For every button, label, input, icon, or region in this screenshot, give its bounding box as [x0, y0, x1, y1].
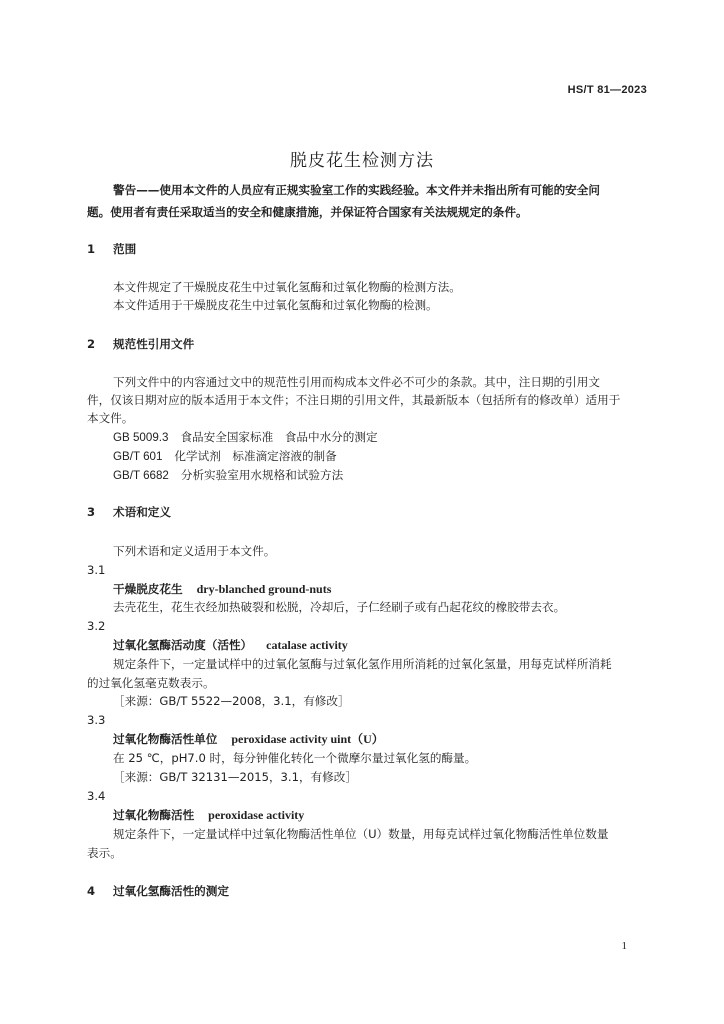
section-number: 1: [87, 242, 96, 256]
term-zh: 过氧化物酶活性单位: [113, 732, 218, 746]
section-number: 2: [87, 337, 96, 351]
reference-code: GB/T 6682: [113, 469, 169, 482]
section-2-line-2: 件，仅该日期对应的版本适用于本文件；不注日期的引用文件，其最新版本（包括所有的修改单）适用于: [87, 393, 621, 407]
term-definition: 去壳花生，花生衣经加热破裂和松脱，冷却后，子仁经刷子或有凸起花纹的橡胶带去衣。: [113, 600, 566, 614]
document-number: HS/T 81—2023: [567, 84, 647, 96]
section-title: 过氧化氢酶活性的测定: [113, 884, 229, 898]
section-title: 术语和定义: [113, 505, 171, 519]
reference-item: [113, 468, 647, 483]
document-title: 脱皮花生检测方法: [290, 151, 434, 171]
term-source: ［来源：GB/T 5522—2008，3.1，有修改］: [113, 694, 350, 708]
term-heading: [113, 638, 647, 652]
term-number: 3.2: [87, 619, 106, 633]
section-title: 规范性引用文件: [113, 337, 195, 351]
section-1-heading: [87, 242, 647, 256]
term-number: 3.4: [87, 789, 106, 803]
term-definition: 规定条件下，一定量试样中的过氧化氢酶与过氧化氢作用所消耗的过氧化氢量，用每克试样所消耗: [113, 657, 612, 671]
term-zh: 过氧化物酶活性: [113, 808, 195, 822]
term-en: peroxidase activity uint（U）: [231, 732, 384, 746]
reference-title: 化学试剂 标准滴定溶液的制备: [174, 449, 337, 463]
term-heading: [113, 732, 647, 746]
term-heading: [113, 808, 647, 822]
term-source: ［来源：GB/T 32131—2015，3.1，有修改］: [113, 770, 357, 784]
term-en: catalase activity: [266, 638, 348, 652]
section-title: 范围: [113, 242, 137, 256]
reference-item: [113, 449, 647, 464]
section-1-paragraph-2: 本文件适用于干燥脱皮花生中过氧化氢酶和过氧化物酶的检测。: [113, 298, 438, 312]
term-definition: 规定条件下，一定量试样中过氧化物酶活性单位（U）数量，用每克试样过氧化物酶活性单位数量: [113, 827, 609, 841]
reference-item: [113, 430, 647, 445]
section-1-paragraph-1: 本文件规定了干燥脱皮花生中过氧化氢酶和过氧化物酶的检测方法。: [113, 280, 461, 294]
section-number: 4: [87, 884, 96, 898]
term-heading: [113, 582, 647, 596]
term-definition-cont: 的过氧化氢毫克数表示。: [87, 676, 215, 690]
section-4-heading: [87, 884, 647, 898]
term-definition: 在 25 ℃，pH7.0 时，每分钟催化转化一个微摩尔量过氧化氢的酶量。: [113, 751, 477, 765]
warning-line-1: 警告——使用本文件的人员应有正规实验室工作的实践经验。本文件并未指出所有可能的安全问: [113, 183, 600, 197]
section-2-line-1: 下列文件中的内容通过文中的规范性引用而构成本文件必不可少的条款。其中，注日期的引用文: [113, 375, 600, 389]
term-definition-cont: 表示。: [87, 846, 122, 860]
section-3-intro: 下列术语和定义适用于本文件。: [113, 544, 276, 558]
warning-line-2: 题。使用者有责任采取适当的安全和健康措施，并保证符合国家有关法规规定的条件。: [87, 205, 528, 219]
section-2-heading: [87, 337, 647, 351]
term-en: dry-blanched ground-nuts: [196, 582, 332, 596]
section-2-line-3: 本文件。: [87, 411, 134, 425]
reference-title: 分析实验室用水规格和试验方法: [180, 468, 344, 482]
section-3-heading: [87, 505, 647, 519]
reference-code: GB 5009.3: [113, 431, 169, 444]
reference-code: GB/T 601: [113, 450, 163, 463]
reference-title: 食品安全国家标准 食品中水分的测定: [180, 430, 378, 444]
term-number: 3.3: [87, 713, 106, 727]
term-en: peroxidase activity: [208, 808, 305, 822]
term-zh: 干燥脱皮花生: [113, 582, 183, 596]
section-number: 3: [87, 505, 96, 519]
page-number: 1: [621, 940, 627, 952]
term-number: 3.1: [87, 563, 106, 577]
term-zh: 过氧化氢酶活动度（活性）: [113, 638, 253, 652]
